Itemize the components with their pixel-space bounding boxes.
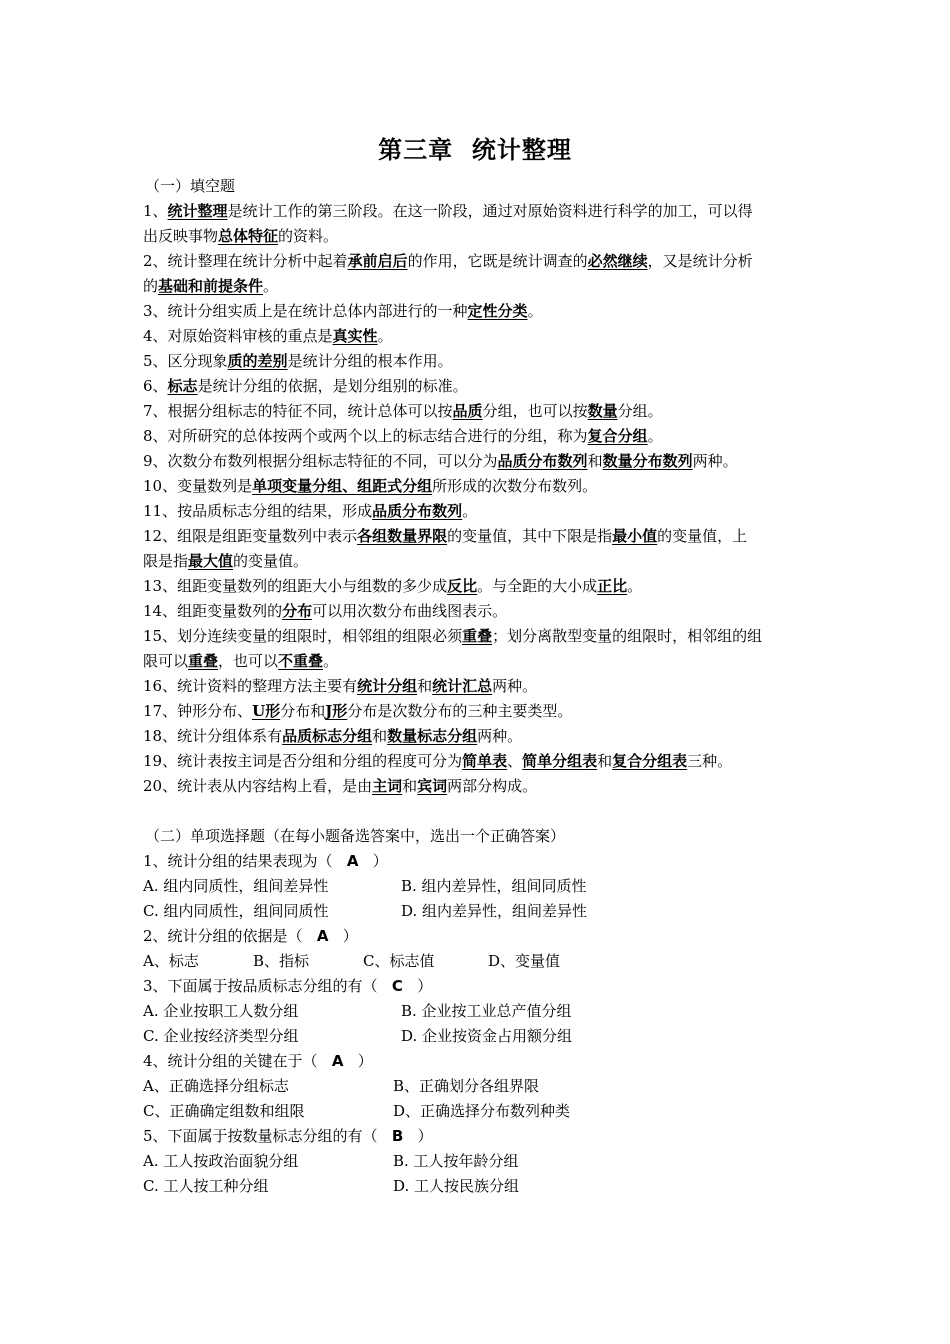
line-text: 。	[527, 302, 543, 320]
line-text: 分组，也可以按	[482, 402, 588, 420]
fill-blank-line	[143, 499, 813, 524]
line-text: 。与全距的大小成	[477, 577, 598, 595]
line-text: 15、划分连续变量的组限时，相邻组的组限必须	[143, 627, 463, 645]
line-text: 、	[507, 752, 523, 770]
blank-answer: 重叠	[462, 627, 493, 645]
fill-blank-line	[143, 274, 813, 299]
option-a: A、标志	[143, 952, 199, 970]
options-row	[143, 1074, 813, 1099]
option-c: C、正确确定组数和组限	[143, 1102, 305, 1120]
blank-answer: 最大值	[188, 552, 234, 570]
option-c: C. 工人按工种分组	[143, 1177, 269, 1195]
line-text: 。	[627, 577, 643, 595]
option-b: B. 工人按年龄分组	[393, 1152, 519, 1170]
line-text: 3、统计分组实质上是在统计总体内部进行的一种	[143, 302, 468, 320]
line-text: 和	[587, 452, 603, 470]
line-text: 的变量值，其中下限是指	[447, 527, 613, 545]
fill-blank-line	[143, 374, 813, 399]
line-text: 分组。	[617, 402, 663, 420]
fill-blank-line	[143, 249, 813, 274]
fill-blank-line	[143, 574, 813, 599]
answer-letter: A	[316, 927, 329, 945]
line-text: 的变量值。	[233, 552, 309, 570]
question-stem: 5、下面属于按数量标志分组的有（	[143, 1127, 378, 1145]
blank-answer: 反比	[447, 577, 478, 595]
blank-answer: 最小值	[612, 527, 658, 545]
answer-letter: B	[391, 1127, 404, 1145]
line-text: 可以用次数分布曲线图表示。	[312, 602, 508, 620]
option-d: D、正确选择分布数列种类	[393, 1102, 571, 1120]
blank-answer: 品质分布数列	[372, 502, 463, 520]
line-text: 分布是次数分布的三种主要类型。	[347, 702, 573, 720]
blank-answer: 基础和前提条件	[158, 277, 264, 295]
question-close: ）	[342, 927, 358, 945]
line-text: 三种。	[687, 752, 733, 770]
line-text: 和	[417, 677, 433, 695]
option-d: D、变量值	[488, 952, 561, 970]
line-text: 两部分构成。	[447, 777, 538, 795]
blank-answer: 品质	[452, 402, 483, 420]
fill-blank-line	[143, 599, 813, 624]
options-row	[143, 874, 813, 899]
blank-answer: 承前启后	[347, 252, 408, 270]
blank-answer: 复合分组	[587, 427, 648, 445]
line-text: 是统计分组的依据，是划分组别的标准。	[197, 377, 468, 395]
blank-answer: 品质分布数列	[497, 452, 588, 470]
fill-blank-list	[143, 199, 813, 799]
blank-answer: 分布	[282, 602, 313, 620]
fill-blank-line	[143, 224, 813, 249]
blank-answer: 数量标志分组	[387, 727, 478, 745]
answer-letter: A	[346, 852, 359, 870]
blank-answer: 正比	[597, 577, 628, 595]
fill-blank-line	[143, 299, 813, 324]
option-b: B. 组内差异性，组间同质性	[401, 877, 587, 895]
blank-answer: 统计整理	[167, 202, 228, 220]
options-row	[143, 1099, 813, 1124]
blank-answer: 各组数量界限	[357, 527, 448, 545]
question-stem: 4、统计分组的关键在于（	[143, 1052, 318, 1070]
line-text: 1、	[143, 202, 168, 220]
line-text: 16、统计资料的整理方法主要有	[143, 677, 358, 695]
line-text: 。	[462, 502, 478, 520]
line-text: ；划分离散型变量的组限时，相邻组的组	[492, 627, 763, 645]
answer-letter: C	[391, 977, 403, 995]
option-c: C. 企业按经济类型分组	[143, 1027, 299, 1045]
question-close: ）	[417, 1127, 433, 1145]
line-text: 是统计工作的第三阶段。在这一阶段，通过对原始资料进行科学的加工，可以得	[227, 202, 753, 220]
option-d: D. 组内差异性，组间差异性	[401, 902, 588, 920]
question-stem: 3、下面属于按品质标志分组的有（	[143, 977, 378, 995]
fill-blank-line	[143, 349, 813, 374]
option-a: A、正确选择分组标志	[143, 1077, 289, 1095]
line-text: 10、变量数列是	[143, 477, 253, 495]
line-text: 。	[377, 327, 393, 345]
answer-letter: A	[331, 1052, 344, 1070]
line-text: 。	[263, 277, 279, 295]
line-text: 的变量值，上	[657, 527, 748, 545]
line-text: 6、	[143, 377, 168, 395]
option-d: D. 工人按民族分组	[393, 1177, 520, 1195]
question-5	[143, 1124, 813, 1149]
line-text: 是统计分组的根本作用。	[287, 352, 453, 370]
question-2	[143, 924, 813, 949]
blank-answer: 单项变量分组、组距式分组	[252, 477, 433, 495]
fill-blank-line	[143, 524, 813, 549]
line-text: 19、统计表按主词是否分组和分组的程度可分为	[143, 752, 463, 770]
line-text: 所形成的次数分布数列。	[432, 477, 598, 495]
option-a: A. 工人按政治面貌分组	[143, 1152, 299, 1170]
line-text: 分布和	[280, 702, 326, 720]
question-3	[143, 974, 813, 999]
fill-blank-line	[143, 199, 813, 224]
line-text: 。	[647, 427, 663, 445]
options-row	[143, 999, 813, 1024]
line-text: 9、次数分布数列根据分组标志特征的不同，可以分为	[143, 452, 498, 470]
line-text: 的作用，它既是统计调查的	[407, 252, 588, 270]
blank-answer: 简单表	[462, 752, 508, 770]
blank-answer: 数量	[587, 402, 618, 420]
line-text: 。	[323, 652, 339, 670]
line-text: 2、统计整理在统计分析中起着	[143, 252, 348, 270]
line-text: 两种。	[692, 452, 738, 470]
fill-blank-line	[143, 474, 813, 499]
line-text: 出反映事物	[143, 227, 219, 245]
line-text: 和	[597, 752, 613, 770]
fill-blank-line	[143, 624, 813, 649]
blank-answer: 数量分布数列	[602, 452, 693, 470]
blank-answer: 统计分组	[357, 677, 418, 695]
question-close: ）	[417, 977, 433, 995]
line-text: ，也可以	[218, 652, 279, 670]
blank-answer: J形	[325, 702, 348, 720]
fill-blank-line	[143, 449, 813, 474]
options-row	[143, 949, 813, 974]
blank-answer: 复合分组表	[612, 752, 688, 770]
blank-answer: 统计汇总	[432, 677, 493, 695]
section-heading-fill-blank: （一）填空题	[145, 177, 236, 195]
line-text: 限是指	[143, 552, 189, 570]
blank-answer: 标志	[167, 377, 198, 395]
line-text: 和	[372, 727, 388, 745]
blank-answer: 品质标志分组	[282, 727, 373, 745]
line-text: ，又是统计分析	[647, 252, 753, 270]
options-row	[143, 1174, 813, 1199]
option-c: C、标志值	[363, 952, 435, 970]
fill-blank-line	[143, 549, 813, 574]
blank-answer: 必然继续	[587, 252, 648, 270]
fill-blank-line	[143, 724, 813, 749]
fill-blank-line	[143, 649, 813, 674]
options-row	[143, 1149, 813, 1174]
option-d: D. 企业按资金占用额分组	[401, 1027, 573, 1045]
line-text: 11、按品质标志分组的结果，形成	[143, 502, 373, 520]
option-a: A. 企业按职工人数分组	[143, 1002, 299, 1020]
blank-answer: 宾词	[417, 777, 448, 795]
question-1	[143, 849, 813, 874]
fill-blank-line	[143, 774, 813, 799]
line-text: 的	[143, 277, 159, 295]
question-4	[143, 1049, 813, 1074]
blank-answer: 总体特征	[218, 227, 279, 245]
blank-answer: 简单分组表	[522, 752, 598, 770]
fill-blank-line	[143, 324, 813, 349]
line-text: 两种。	[492, 677, 538, 695]
line-text: 的资料。	[278, 227, 339, 245]
section-heading-single-choice: （二）单项选择题（在每小题备选答案中，选出一个正确答案）	[145, 827, 566, 845]
option-a: A. 组内同质性，组间差异性	[143, 877, 329, 895]
fill-blank-line	[143, 749, 813, 774]
line-text: 5、区分现象	[143, 352, 228, 370]
line-text: 12、组限是组距变量数列中表示	[143, 527, 358, 545]
fill-blank-line	[143, 699, 813, 724]
question-close: ）	[357, 1052, 373, 1070]
question-close: ）	[372, 852, 388, 870]
line-text: 限可以	[143, 652, 189, 670]
line-text: 17、钟形分布、	[143, 702, 253, 720]
document-body	[143, 174, 813, 1199]
line-text: 18、统计分组体系有	[143, 727, 283, 745]
fill-blank-line	[143, 399, 813, 424]
blank-answer: U形	[252, 702, 281, 720]
line-text: 4、对原始资料审核的重点是	[143, 327, 333, 345]
line-text: 14、组距变量数列的	[143, 602, 283, 620]
option-b: B. 企业按工业总产值分组	[401, 1002, 572, 1020]
chapter-title: 第三章 统计整理	[378, 136, 572, 164]
line-text: 7、根据分组标志的特征不同，统计总体可以按	[143, 402, 453, 420]
line-text: 20、统计表从内容结构上看，是由	[143, 777, 373, 795]
blank-answer: 主词	[372, 777, 403, 795]
question-stem: 2、统计分组的依据是（	[143, 927, 303, 945]
fill-blank-line	[143, 424, 813, 449]
option-b: B、指标	[253, 952, 310, 970]
line-text: 8、对所研究的总体按两个或两个以上的标志结合进行的分组，称为	[143, 427, 588, 445]
line-text: 13、组距变量数列的组距大小与组数的多少成	[143, 577, 448, 595]
options-row	[143, 899, 813, 924]
blank-answer: 真实性	[332, 327, 378, 345]
blank-answer: 定性分类	[467, 302, 528, 320]
fill-blank-line	[143, 674, 813, 699]
line-text: 两种。	[477, 727, 523, 745]
blank-answer: 重叠	[188, 652, 219, 670]
option-c: C. 组内同质性，组间同质性	[143, 902, 329, 920]
blank-answer: 不重叠	[278, 652, 324, 670]
blank-answer: 质的差别	[227, 352, 288, 370]
line-text: 和	[402, 777, 418, 795]
option-b: B、正确划分各组界限	[393, 1077, 540, 1095]
options-row	[143, 1024, 813, 1049]
question-stem: 1、统计分组的结果表现为（	[143, 852, 333, 870]
